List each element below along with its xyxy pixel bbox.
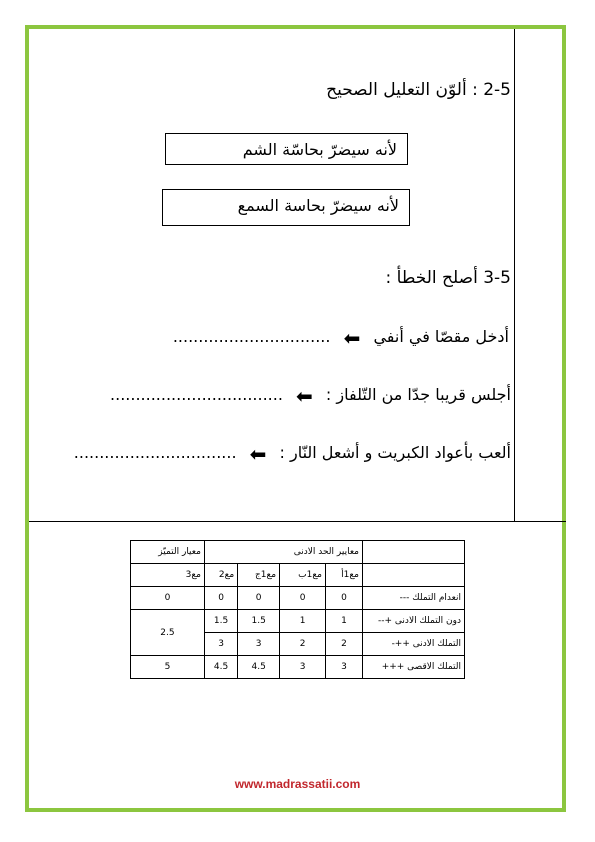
- cell-value: 3: [204, 633, 237, 656]
- table-row: [131, 656, 465, 679]
- left-arrow-icon: ⬅: [343, 325, 361, 350]
- correction-row-1: [172, 325, 509, 350]
- cell-value: 1.5: [238, 610, 280, 633]
- cell-value: 0: [280, 587, 326, 610]
- criteria-table: [130, 540, 465, 679]
- answer-line-3[interactable]: ................................: [73, 443, 237, 462]
- footer-site-link[interactable]: www.madrassatii.com: [234, 777, 361, 791]
- cell-value: 0: [238, 587, 280, 610]
- cell-value: 0: [204, 587, 237, 610]
- cell-value: 1: [326, 610, 363, 633]
- cell-value: 3: [280, 656, 326, 679]
- cell-value: 2: [326, 633, 363, 656]
- row-label: التملك الادنى ++-: [363, 633, 465, 656]
- answer-line-2[interactable]: ..................................: [110, 385, 283, 404]
- option-text-smell: لأنه سيضرّ بحاسّة الشم: [242, 140, 397, 159]
- horizontal-divider: [29, 521, 566, 522]
- correction-row-3: [73, 441, 511, 466]
- statement-3: ألعب بأعواد الكبريت و أشعل النّار :: [279, 443, 511, 462]
- option-text-hearing: لأنه سيضرّ بحاسة السمع: [237, 196, 399, 215]
- cell-value: 3: [238, 633, 280, 656]
- left-arrow-icon: ⬅: [249, 441, 267, 466]
- cell-value: 1.5: [204, 610, 237, 633]
- cell-value: 0: [326, 587, 363, 610]
- cell-value: 4.5: [204, 656, 237, 679]
- cell-value: 2: [280, 633, 326, 656]
- row-label: انعدام التملك ---: [363, 587, 465, 610]
- table-header-row: [131, 541, 465, 564]
- statement-1: أدخل مقصّا في أنفي: [373, 327, 509, 346]
- left-arrow-icon: ⬅: [296, 383, 313, 408]
- subheader-empty-cell: [363, 564, 465, 587]
- cell-value: 3: [326, 656, 363, 679]
- section-2-5-heading: 2-5 : ألوّن التعليل الصحيح: [326, 80, 511, 100]
- table-row: [131, 610, 465, 633]
- table-row: [131, 587, 465, 610]
- cell-value: 0: [131, 587, 205, 610]
- option-box-smell[interactable]: [165, 133, 408, 165]
- cell-value: 5: [131, 656, 205, 679]
- correction-row-2: [110, 383, 511, 408]
- column-header: مع1ب: [280, 564, 326, 587]
- header-empty-cell: [363, 541, 465, 564]
- vertical-divider: [514, 29, 515, 522]
- table-subheader-row: [131, 564, 465, 587]
- header-min-criteria: معايير الحد الادنى: [204, 541, 362, 564]
- merged-excellence-cell: 2.5: [131, 610, 205, 656]
- column-header: مع2: [204, 564, 237, 587]
- section-3-5-heading: 3-5 أصلح الخطأ :: [385, 268, 511, 288]
- answer-line-1[interactable]: ...............................: [172, 327, 331, 346]
- cell-value: 4.5: [238, 656, 280, 679]
- column-header: مع1أ: [326, 564, 363, 587]
- column-header: مع1ج: [238, 564, 280, 587]
- column-header: مع3: [131, 564, 205, 587]
- header-excellence-criterion: معيار التميّز: [131, 541, 205, 564]
- statement-2: أجلس قريبا جدّا من التّلفاز :: [325, 385, 511, 404]
- option-box-hearing[interactable]: [162, 189, 410, 226]
- row-label: دون التملك الادنى +--: [363, 610, 465, 633]
- cell-value: 1: [280, 610, 326, 633]
- row-label: التملك الاقصى +++: [363, 656, 465, 679]
